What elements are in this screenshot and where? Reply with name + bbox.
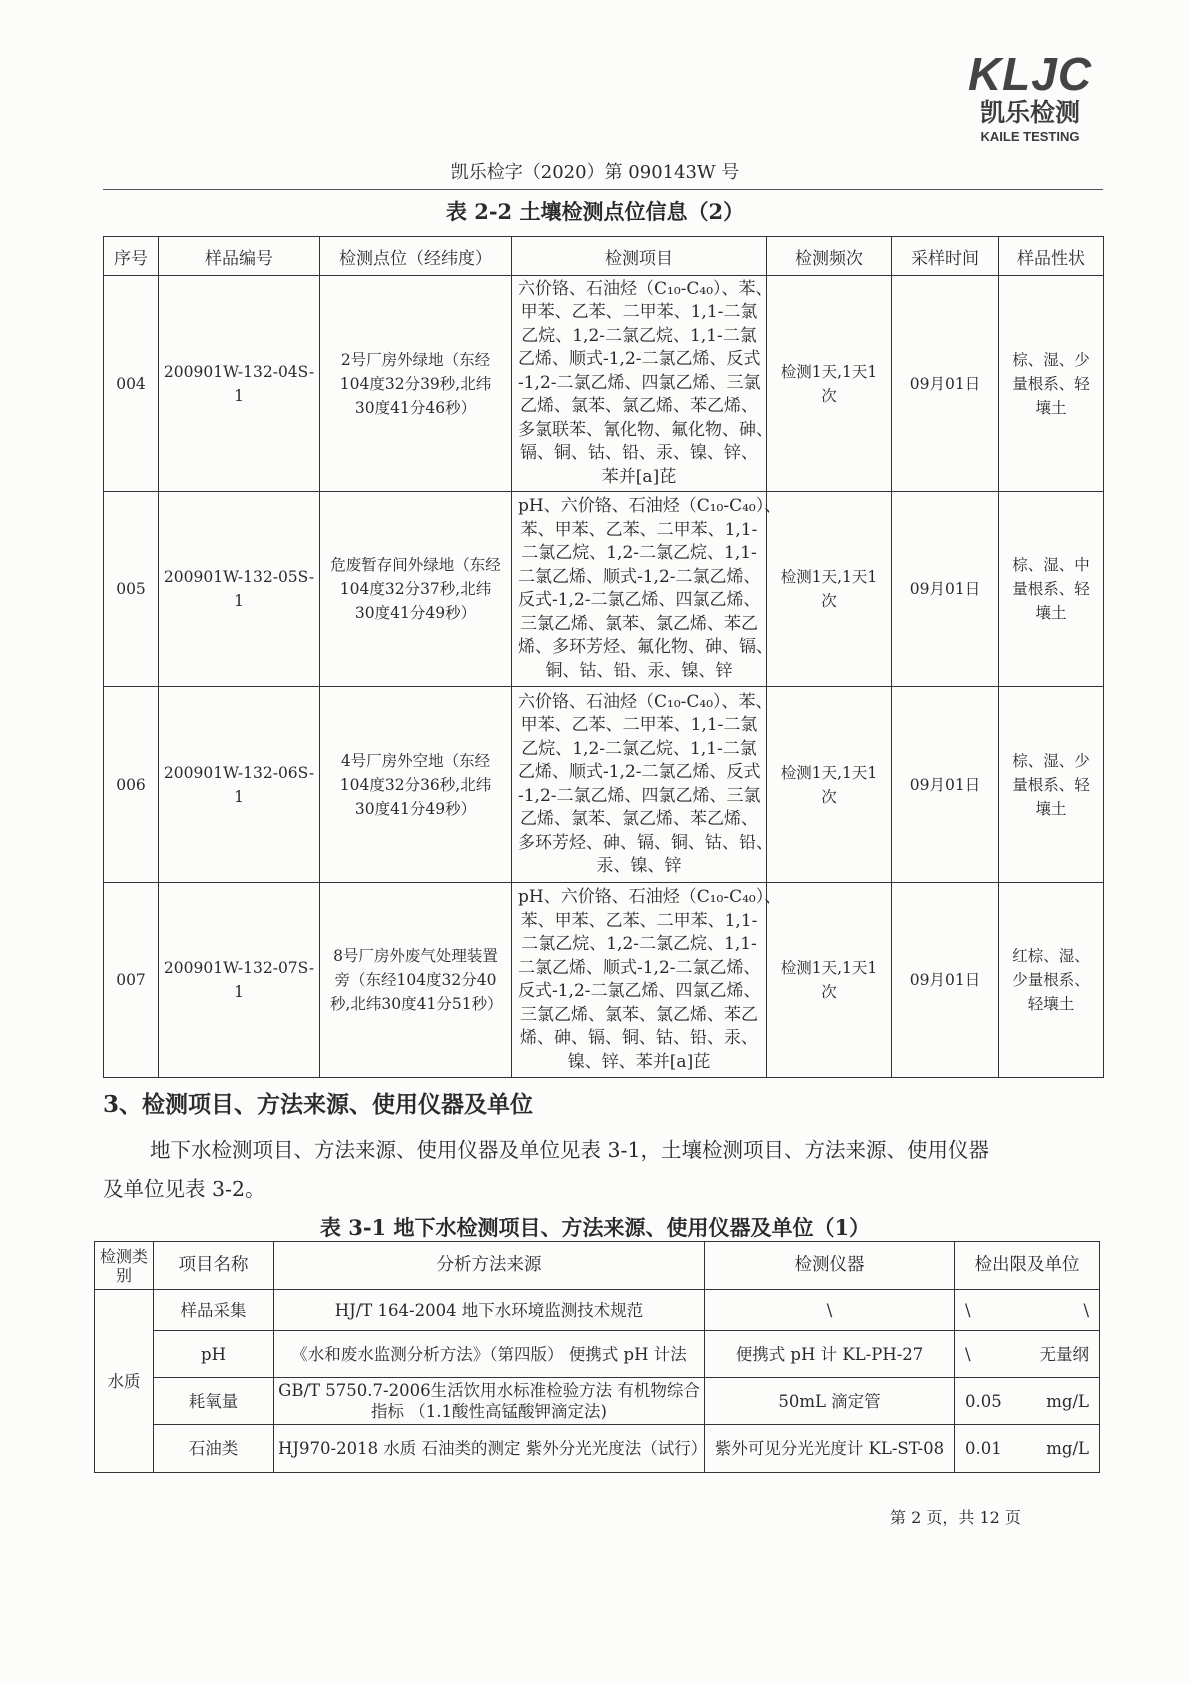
item-line: 三氯乙烯、氯苯、氯乙烯、苯乙 <box>520 613 758 634</box>
cell-limit <box>955 1378 1100 1425</box>
cell-no: 005 <box>104 492 159 687</box>
cell-property: 红棕、湿、少量根系、轻壤土 <box>999 883 1104 1078</box>
limit-unit: \ <box>1083 1300 1089 1320</box>
cell-category: 水质 <box>95 1290 154 1473</box>
limit-unit: 无量纲 <box>1039 1344 1089 1364</box>
logo-en: KAILE TESTING <box>980 129 1080 144</box>
item-line: pH、六价铬、石油烃（C₁₀-C₄₀）、 <box>518 496 782 516</box>
item-line: 反式-1,2-二氯乙烯、四氯乙烯、 <box>518 590 761 610</box>
limit-unit: mg/L <box>1046 1439 1089 1458</box>
header-category: 检测类别 <box>95 1242 154 1290</box>
item-line: 苯、甲苯、乙苯、二甲苯、1,1- <box>520 910 758 931</box>
header-instrument: 检测仪器 <box>705 1242 955 1290</box>
table-row <box>95 1290 1100 1331</box>
cell-items <box>512 687 773 883</box>
cell-method: GB/T 5750.7-2006生活饮用水标准检验方法 有机物综合指标 （1.1酸性高锰酸钾滴定法) <box>274 1378 705 1425</box>
item-line: 乙烯、氯苯、氯乙烯、苯乙烯、 <box>520 809 758 829</box>
header-divider <box>103 189 1103 190</box>
item-line: 烯、砷、镉、铜、钴、铅、汞、 <box>520 1028 758 1048</box>
header-limit: 检出限及单位 <box>955 1242 1100 1290</box>
table-row <box>104 492 1104 687</box>
item-line: 甲苯、乙苯、二甲苯、1,1-二氯 <box>520 302 758 323</box>
cell-frequency: 检测1天,1天1次 <box>767 687 892 883</box>
cell-items <box>512 492 782 687</box>
cell-date: 09月01日 <box>892 492 999 687</box>
cell-instrument: \ <box>705 1290 955 1331</box>
item-line: -1,2-二氯乙烯、四氯乙烯、三氯 <box>518 785 761 806</box>
cell-method: HJ970-2018 水质 石油类的测定 紫外分光光度法（试行） <box>274 1425 705 1473</box>
logo-cn: 凯乐检测 <box>979 98 1080 127</box>
item-line: 乙烯、氯苯、氯乙烯、苯乙烯、 <box>520 396 758 417</box>
item-line: 二氯乙烷、1,2-二氯乙烷、1,1- <box>521 934 757 954</box>
cell-instrument: 便携式 pH 计 KL-PH-27 <box>705 1331 955 1378</box>
cell-instrument: 紫外可见分光光度计 KL-ST-08 <box>705 1425 955 1473</box>
table-row <box>104 883 1104 1078</box>
cell-name: 石油类 <box>154 1425 274 1473</box>
item-line: 乙烯、顺式-1,2-二氯乙烯、反式 <box>518 349 761 370</box>
table-2-2-title: 表 2-2 土壤检测点位信息（2） <box>445 199 745 224</box>
cell-no: 006 <box>104 687 159 883</box>
cell-sample-id: 200901W-132-07S-1 <box>159 883 320 1078</box>
logo-mark: KLJC <box>967 48 1093 100</box>
item-line: 甲苯、乙苯、二甲苯、1,1-二氯 <box>520 715 758 735</box>
item-line: 乙烯、顺式-1,2-二氯乙烯、反式 <box>518 762 761 782</box>
cell-no: 004 <box>104 276 159 492</box>
section-3-paragraph-line1: 地下水检测项目、方法来源、使用仪器及单位见表 3-1，土壤检测项目、方法来源、使用仪器 <box>150 1138 990 1162</box>
section-3-paragraph-line2: 及单位见表 3-2。 <box>103 1177 266 1201</box>
item-line: 多氯联苯、氰化物、氟化物、砷、 <box>518 419 773 440</box>
item-line: 烯、多环芳烃、氟化物、砷、镉、 <box>518 637 773 657</box>
item-line: 二氯乙烯、顺式-1,2-二氯乙烯、 <box>518 957 761 978</box>
cell-sample-id: 200901W-132-04S-1 <box>159 276 320 492</box>
limit-unit: mg/L <box>1046 1391 1089 1411</box>
limit-value: \ <box>965 1344 971 1364</box>
cell-frequency: 检测1天,1天1次 <box>767 276 892 492</box>
item-line: -1,2-二氯乙烯、四氯乙烯、三氯 <box>518 372 761 393</box>
table-row <box>104 687 1104 883</box>
limit-wrap <box>959 1300 1095 1321</box>
cell-frequency: 检测1天,1天1次 <box>767 492 892 687</box>
cell-property: 棕、湿、少量根系、轻壤土 <box>999 276 1104 492</box>
limit-wrap <box>959 1438 1095 1459</box>
cell-location: 8号厂房外废气处理装置旁（东经104度32分40秒,北纬30度41分51秒） <box>320 883 512 1078</box>
cell-frequency: 检测1天,1天1次 <box>767 883 892 1078</box>
item-line: 二氯乙烯、顺式-1,2-二氯乙烯、 <box>518 566 761 587</box>
item-line: 六价铬、石油烃（C₁₀-C₄₀）、苯、 <box>518 691 773 712</box>
item-line: 苯、甲苯、乙苯、二甲苯、1,1- <box>520 519 758 540</box>
cell-date: 09月01日 <box>892 687 999 883</box>
table-row <box>104 276 1104 492</box>
cell-date: 09月01日 <box>892 883 999 1078</box>
item-line: 二氯乙烷、1,2-二氯乙烷、1,1- <box>521 543 757 563</box>
cell-name: pH <box>154 1331 274 1378</box>
section-3-heading: 3、检测项目、方法来源、使用仪器及单位 <box>103 1091 534 1118</box>
cell-location: 2号厂房外绿地（东经104度32分39秒,北纬30度41分46秒） <box>320 276 512 492</box>
header-date: 采样时间 <box>892 237 999 276</box>
cell-sample-id: 200901W-132-06S-1 <box>159 687 320 883</box>
cell-location: 4号厂房外空地（东经104度32分36秒,北纬30度41分49秒） <box>320 687 512 883</box>
item-line: 多环芳烃、砷、镉、铜、钴、铅、 <box>518 832 773 853</box>
limit-value: 0.05 <box>965 1391 1002 1411</box>
table-3-1-title: 表 3-1 地下水检测项目、方法来源、使用仪器及单位（1） <box>319 1215 871 1240</box>
limit-value: \ <box>965 1300 971 1320</box>
table-row <box>95 1425 1100 1473</box>
table-row <box>95 1378 1100 1425</box>
cell-property: 棕、湿、少量根系、轻壤土 <box>999 687 1104 883</box>
header-frequency: 检测频次 <box>767 237 892 276</box>
item-line: 乙烷、1,2-二氯乙烷、1,1-二氯 <box>521 738 757 759</box>
cell-method: HJ/T 164-2004 地下水环境监测技术规范 <box>274 1290 705 1331</box>
cell-location: 危废暂存间外绿地（东经104度32分37秒,北纬30度41分49秒） <box>320 492 512 687</box>
company-logo <box>955 50 1105 146</box>
cell-limit <box>955 1331 1100 1378</box>
cell-instrument: 50mL 滴定管 <box>705 1378 955 1425</box>
item-line: 镉、铜、钴、铅、汞、镍、锌、 <box>520 443 758 464</box>
table-row <box>95 1331 1100 1378</box>
item-line: 苯并[a]芘 <box>601 466 677 487</box>
header-name: 项目名称 <box>154 1242 274 1290</box>
header-items: 检测项目 <box>512 237 767 276</box>
cell-date: 09月01日 <box>892 276 999 492</box>
cell-method: 《水和废水监测分析方法》（第四版） 便携式 pH 计法 <box>274 1331 705 1378</box>
cell-limit <box>955 1425 1100 1473</box>
limit-wrap <box>959 1391 1095 1412</box>
item-line: 铜、钴、铅、汞、镍、锌 <box>545 660 733 681</box>
item-line: pH、六价铬、石油烃（C₁₀-C₄₀）、 <box>518 887 782 907</box>
page-number: 第 2 页，共 12 页 <box>890 1508 1021 1527</box>
cell-name: 样品采集 <box>154 1290 274 1331</box>
header-location: 检测点位（经纬度） <box>320 237 512 276</box>
item-line: 汞、镍、锌 <box>596 856 682 876</box>
header-sample-id: 样品编号 <box>159 237 320 276</box>
groundwater-methods-table <box>94 1241 1100 1473</box>
soil-sampling-table <box>103 236 1104 1078</box>
cell-sample-id: 200901W-132-05S-1 <box>159 492 320 687</box>
item-line: 六价铬、石油烃（C₁₀-C₄₀）、苯、 <box>518 278 773 299</box>
header-property: 样品性状 <box>999 237 1104 276</box>
cell-limit <box>955 1290 1100 1331</box>
item-line: 反式-1,2-二氯乙烯、四氯乙烯、 <box>518 981 761 1001</box>
limit-value: 0.01 <box>965 1439 1002 1458</box>
header-method: 分析方法来源 <box>274 1242 705 1290</box>
limit-wrap <box>959 1344 1095 1365</box>
item-line: 三氯乙烯、氯苯、氯乙烯、苯乙 <box>520 1004 758 1025</box>
cell-property: 棕、湿、中量根系、轻壤土 <box>999 492 1104 687</box>
item-line: 乙烷、1,2-二氯乙烷、1,1-二氯 <box>521 325 757 346</box>
cell-name: 耗氧量 <box>154 1378 274 1425</box>
document-number: 凯乐检字（2020）第 090143W 号 <box>450 162 740 183</box>
cell-items <box>512 883 782 1078</box>
item-line: 镍、锌、苯并[a]芘 <box>567 1051 711 1072</box>
cell-no: 007 <box>104 883 159 1078</box>
header-no: 序号 <box>104 237 159 276</box>
cell-items <box>512 276 773 492</box>
